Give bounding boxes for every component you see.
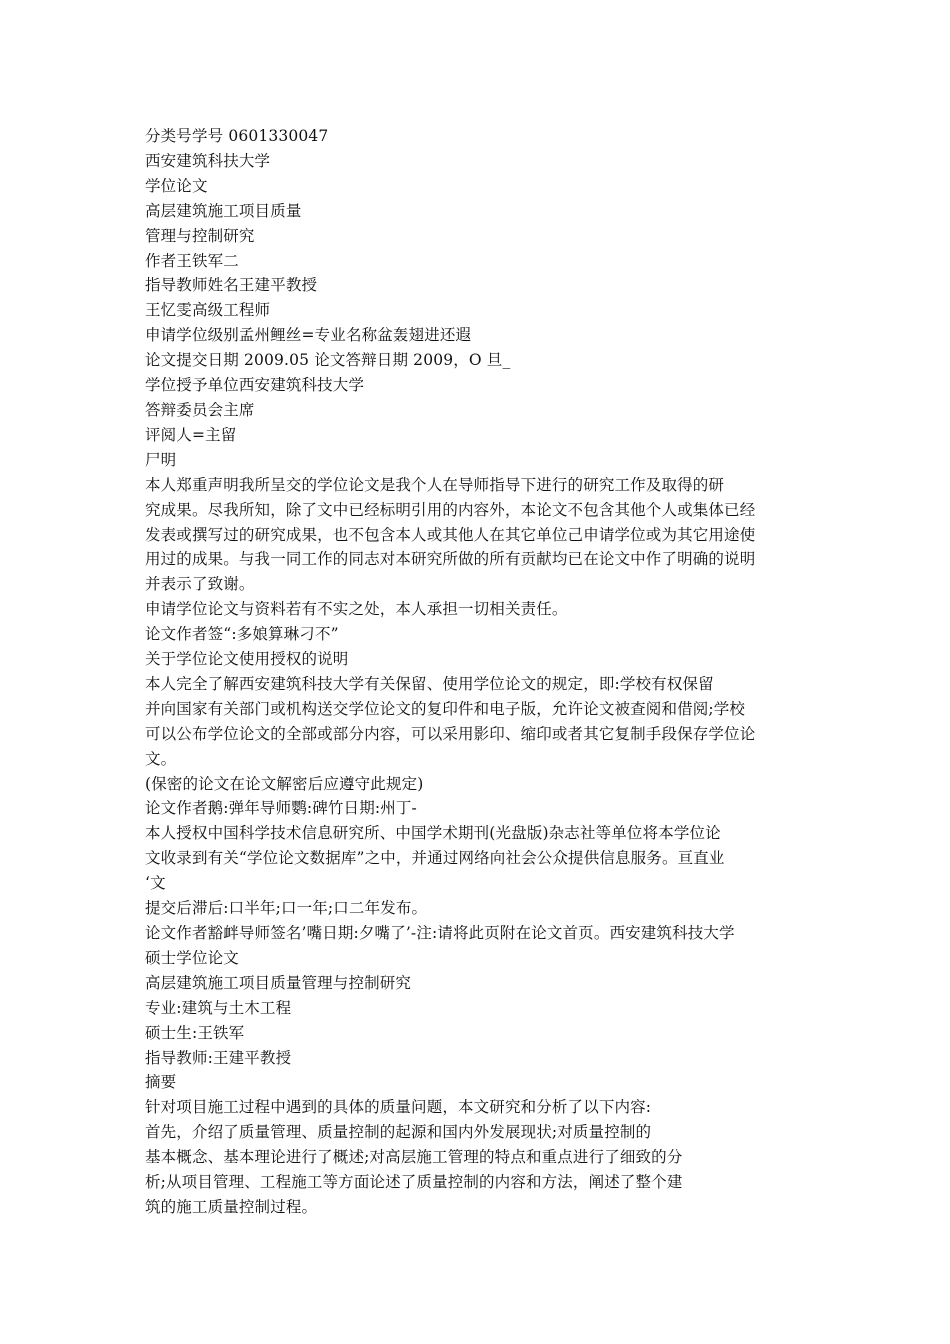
classification-student-id: 分类号学号 0601330047 [145, 127, 329, 145]
declaration-text: 本人郑重声明我所呈交的学位论文是我个人在导师指导下进行的研究工作及取得的研 [145, 475, 725, 494]
university-name: 西安建筑科扶大学 [145, 151, 271, 170]
co-advisor-line: 王忆雯高级工程师 [145, 301, 271, 320]
authorization-text: 本人完全了解西安建筑科技大学有关保留、使用学位论文的规定，即:学校有权保留 [145, 674, 714, 693]
database-authorization-text: ‘文 [145, 874, 166, 893]
author-line: 作者王铁军二 [145, 251, 239, 270]
submission-date-line: 论文提交日期 2009.05 论文答辩日期 2009，O 旦_ [145, 351, 511, 370]
signature-note-line: 论文作者豁衅导师签名’嘴日期:夕嘴了’-注:请将此页附在论文首页。西安建筑科技大学 [145, 924, 735, 942]
abstract-text: 基本概念、基本理论进行了概述;对高层施工管理的特点和重点进行了细致的分 [145, 1148, 683, 1167]
advisor-line: 指导教师姓名王建平教授 [145, 276, 318, 295]
abstract-text: 首先，介绍了质量管理、质量控制的起源和国内外发展现状;对质量控制的 [145, 1123, 652, 1142]
release-delay-options: 提交后滞后:口半年;口一年;口二年发布。 [145, 899, 428, 918]
declaration-text: 究成果。尽我所知，除了文中已经标明引用的内容外，本论文不包含其他个人或集体已经 [145, 500, 756, 519]
authorization-text: 并向国家有关部门或机构送交学位论文的复印件和电子版，允许论文被查阅和借阅;学校 [145, 699, 746, 718]
major-line: 专业:建筑与土木工程 [145, 998, 292, 1017]
abstract-text: 析;从项目管理、工程施工等方面论述了质量控制的内容和方法，阐述了整个建 [145, 1173, 683, 1192]
confidentiality-note: (保密的论文在论文解密后应遵守此规定) [145, 774, 424, 793]
declaration-text: 用过的成果。与我一同工作的同志对本研究所做的所有贡献均已在论文中作了明确的说明 [145, 550, 756, 569]
database-authorization-text: 本人授权中国科学技术信息研究所、中国学术期刊(光盘版)杂志社等单位将本学位论 [145, 824, 721, 843]
degree-granting-unit: 学位授予单位西安建筑科技大学 [145, 376, 365, 395]
abstract-text: 筑的施工质量控制过程。 [145, 1197, 318, 1216]
reviewer-line: 评阅人=主留 [145, 425, 237, 444]
thesis-title-line-1: 高层建筑施工项目质量 [145, 201, 302, 220]
thesis-type: 学位论文 [145, 176, 208, 195]
thesis-title-line-2: 管理与控制研究 [145, 226, 255, 245]
author-signature-line: 论文作者签“:多娘算琳刁不” [145, 625, 339, 644]
degree-level-line: 申请学位级别孟州鲤丝=专业名称盆轰翅进还遐 [145, 326, 472, 345]
advisor-info-line: 指导教师:王建平教授 [145, 1048, 292, 1067]
database-authorization-text: 文收录到有关“学位论文数据库”之中，并通过网络向社会公众提供信息服务。亘直业 [145, 849, 725, 868]
authorization-text: 可以公布学位论文的全部或部分内容，可以采用影印、缩印或者其它复制手段保存学位论 [145, 724, 756, 743]
declaration-heading: 尸明 [145, 450, 177, 469]
defense-chair-line: 答辩委员会主席 [145, 400, 255, 419]
abstract-heading: 摘要 [145, 1073, 177, 1092]
thesis-full-title: 高层建筑施工项目质量管理与控制研究 [145, 973, 412, 992]
abstract-text: 针对项目施工过程中遇到的具体的质量问题，本文研究和分析了以下内容: [145, 1098, 652, 1117]
declaration-text: 并表示了致谢。 [145, 575, 255, 594]
authorization-heading: 关于学位论文使用授权的说明 [145, 650, 349, 669]
responsibility-statement: 申请学位论文与资料若有不实之处，本人承担一切相关责任。 [145, 600, 568, 619]
signature-date-line: 论文作者鹅:弹年导师鹦:碑竹日期:州丁- [145, 799, 417, 818]
declaration-text: 发表或撰写过的研究成果，也不包含本人或其他人在其它单位己申请学位或为其它用途使 [145, 525, 756, 544]
student-line: 硕士生:王铁军 [145, 1023, 245, 1042]
document-page [145, 124, 810, 1220]
authorization-text: 文。 [145, 749, 177, 768]
masters-thesis-label: 硕士学位论文 [145, 948, 239, 967]
